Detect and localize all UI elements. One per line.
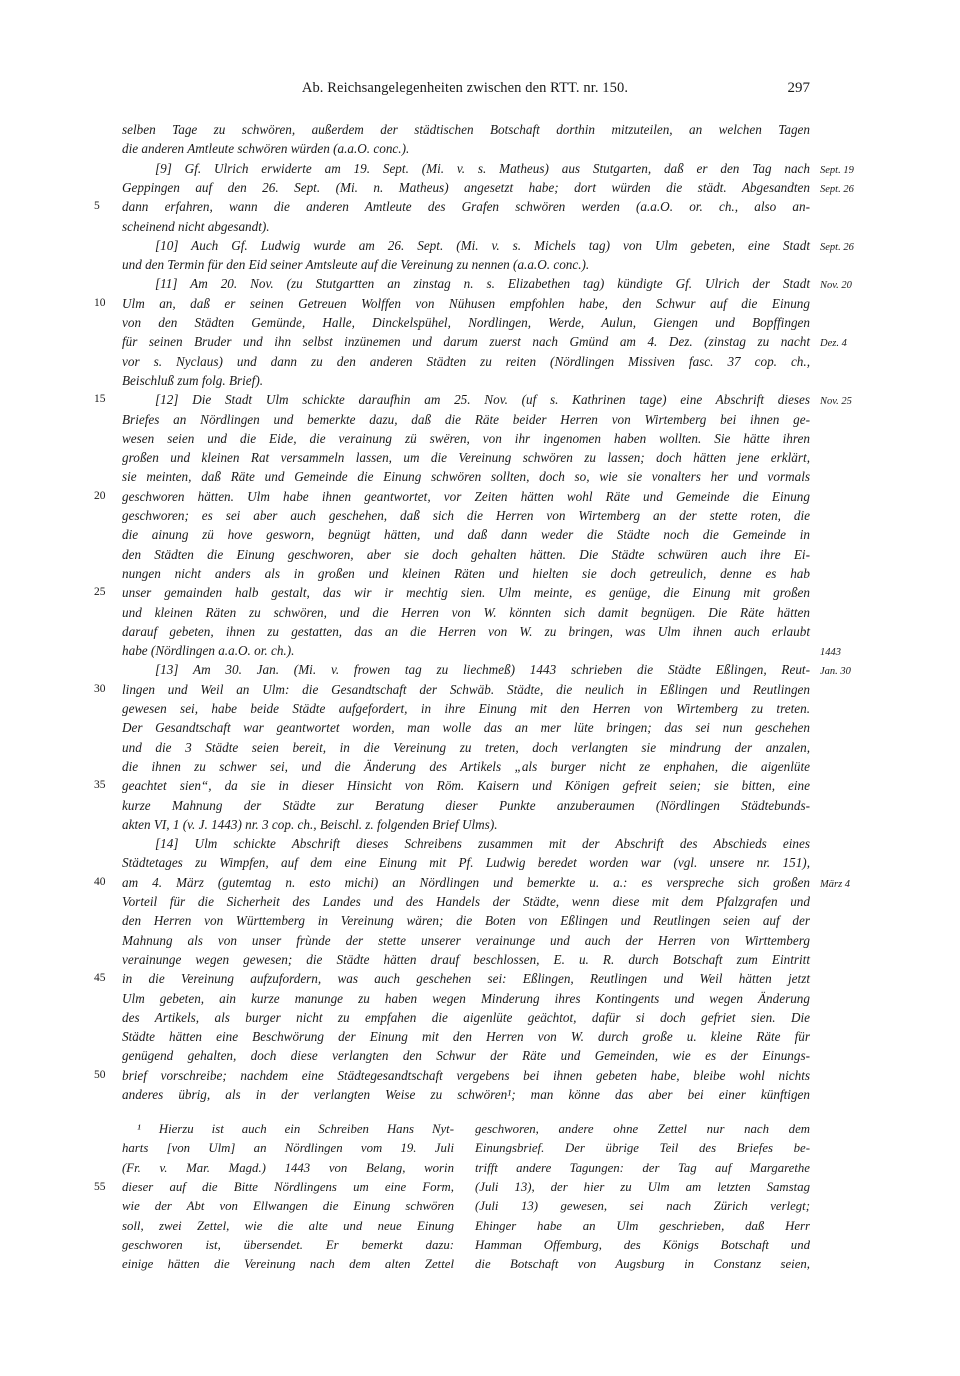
text-line: Ulm an, daß er seinen Getreuen Wolffen von Nühusen empfohlen habe, den Schwur auf die Einung: [122, 295, 810, 311]
line-number: 30: [94, 682, 106, 695]
text-line: Der Gesandtschaft war geantwortet worden, man wolle das an mer lüte bringen; das sei nun geschehen: [122, 720, 810, 736]
text-line: am 4. März (gutemtag n. esto michi) an Nördlingen und bemerkte u. a.: es verspreche sich großen: [122, 874, 810, 890]
footnote-line: geschworen ist, übersendet. Er bemerkt dazu:: [122, 1237, 454, 1252]
text-line: Städte hätten eine Beschwörung der Einung mit den Herren von W. durch große u. kleine Räte für: [122, 1029, 810, 1045]
text-line: Ulm gebeten, ain kurze manunge zu haben wegen Minderung ihres Kontingents und wegen Änderung: [122, 990, 810, 1006]
text-line: habe (Nördlingen a.a.O. or. ch.).: [122, 643, 295, 659]
footnote-line: soll, zwei Zettel, wie die alte und neue Einung: [122, 1218, 454, 1233]
text-line: [11] Am 20. Nov. (zu Stutgartten an zinstag n. s. Elizabethen tag) kündigte Gf. Ulrich der Stadt: [155, 276, 810, 292]
text-line: Mahnung als von unser frùnde der stette unserer verainunge und auch der Herren von Wirttemberg: [122, 932, 810, 948]
text-line: [13] Am 30. Jan. (Mi. v. frowen tag zu liechmeß) 1443 schrieben die Städte Eßlingen, Reut-: [155, 662, 810, 678]
text-line: nungen nicht anders als in großen und kleinen Räten und hielten sie doch getreulich, denne es hab: [122, 565, 810, 581]
text-line: für seinen Bruder und ihn selbst inzünemen und darum zuerst nach Gmünd am 4. Dez. (zinstag zu nacht: [122, 334, 810, 350]
text-line: die anderen Amtleute schwören würden (a.a.O. conc.).: [122, 141, 410, 157]
margin-date: Nov. 20: [820, 280, 852, 292]
text-line: und kleinen Räten zu schwören, und die Herren von W. könnten sich damit begnügen. Die Räte hätten: [122, 604, 810, 620]
footnote-line: ¹ Hierzu ist auch ein Schreiben Hans Nyt-: [137, 1122, 454, 1136]
margin-date: Sept. 19: [820, 164, 854, 176]
margin-date: 1443: [820, 647, 841, 659]
text-line: [10] Auch Gf. Ludwig wurde am 26. Sept. (Mi. v. s. Michels tag) von Ulm gebeten, eine Stadt: [155, 237, 810, 253]
line-number: 55: [94, 1180, 106, 1193]
text-line: die ainung zü hove gesworn, begnügt hätten, und daß dann weder die Städte noch die Gemeinde in: [122, 527, 810, 543]
text-line: Städtetages zu Wimpfen, auf dem eine Einung mit Pf. Ludwig beredet worden war (vgl. unsere nr. 151),: [122, 855, 810, 871]
text-line: gewesen sei, habe beide Städte aufgefordert, in ihre Einung mit den Herren von Wirtemberg zu treten.: [122, 701, 810, 716]
running-header: [120, 80, 810, 100]
margin-date: Sept. 26: [820, 241, 854, 253]
text-line: brief vorschreibe; nachdem eine Städtegesandtschaft vergebens bei ihnen gebeten habe, bleibe wohl nichts: [122, 1067, 810, 1083]
line-number: 25: [94, 586, 106, 599]
text-line: wesen seien und die Eide, die verainung zü swëren, von ihr ingenomen haben wollten. Sie hätte ihren: [122, 430, 810, 446]
text-line: Geppingen auf den 26. Sept. (Mi. n. Matheus) angesetzt habe; dort würden die städt. Abgesandten: [122, 179, 810, 195]
text-line: [9] Gf. Ulrich erwiderte am 19. Sept. (Mi. v. s. Matheus) aus Stutgarten, daß er den Tag nach: [155, 160, 810, 176]
margin-date: Jan. 30: [820, 666, 851, 678]
text-line: den Herren von Württemberg in Vereinung wären; die Boten von Eßlingen und Reutlingen seien auf der: [122, 913, 810, 929]
text-line: großen und kleinen Rat versammeln lassen, um die Vereinung schwören zu lassen; doch hätten jene erklärt,: [122, 450, 810, 466]
text-line: kurze Mahnung der Städte zur Beratung dieser Punkte anzuberaumen (Nördlingen Städtebunds-: [122, 797, 810, 813]
text-line: des Artikels, als burger nicht zu empfahen die aigenlüte geächtot, dafür si doch gefriet sien. Die: [122, 1009, 810, 1025]
footnote-line: die Botschaft von Augsburg in Constanz seien,: [475, 1257, 810, 1272]
line-number: 50: [94, 1068, 106, 1081]
footnote-line: harts [von Ulm] an Nördlingen vom 19. Juli: [122, 1141, 454, 1156]
text-line: und den Termin für den Eid seiner Amtsleute auf die Vereinung zu nennen (a.a.O. conc.).: [122, 257, 590, 273]
text-line: [12] Die Stadt Ulm schickte daraufhin am 25. Nov. (uf s. Kathrinen tage) eine Abschrift dieses: [155, 392, 810, 408]
text-line: lingen und Weil an Ulm: die Gesandtschaft der Schwäb. Städte, die neulich in Eßlingen und Reutlingen: [122, 681, 810, 697]
text-line: darauf gebeten, ihnen zu gestatten, das an die Herren von W. zu bringen, was Ulm ihnen auch erlaubt: [122, 623, 810, 639]
text-line: Vorteil für die Sicherheit des Landes und des Handels der Städte, wenn diese mit dem Pfalzgrafen und: [122, 894, 810, 909]
line-number: 40: [94, 875, 106, 888]
line-number: 15: [94, 393, 106, 406]
line-number: 10: [94, 296, 106, 309]
footnote-line: Einungsbrief. Der übrige Teil des Briefes be-: [475, 1141, 810, 1156]
text-line: geschworen; es sei aber auch geschehen, daß sich die Herren von Wirtemberg an der stette roten, die: [122, 508, 810, 523]
text-line: in die Vereinung aufzufordern, was auch geschehen sei: Eßlingen, Reutlingen und Weil hätten jetzt: [122, 971, 810, 987]
line-number: 20: [94, 489, 106, 502]
text-line: akten VI, 1 (v. J. 1443) nr. 3 cop. ch., Beischl. z. folgenden Brief Ulms).: [122, 816, 498, 832]
text-line: scheinend nicht abgesandt).: [122, 218, 270, 234]
text-line: [14] Ulm schickte Abschrift dieses Schreibens zusammen mit der Abschrift des Abschieds eines: [155, 836, 810, 852]
text-line: anderes übrig, als in der verlangten Weise zu schwören¹; man könne das aber bei einer künftigen: [122, 1087, 810, 1102]
margin-date: Nov. 25: [820, 396, 852, 408]
footnote-line: einige hätten die Vereinung nach dem alten Zettel: [122, 1257, 454, 1272]
footnote-line: wie der Abt von Ellwangen die Einung schwören: [122, 1199, 454, 1214]
text-line: vor s. Nyclaus) und dann zu den anderen Städten zu reiten (Nördlingen Missiven fasc. 37 cop. ch.,: [122, 353, 810, 369]
footnote-line: geschworen, andere ohne Zettel nur nach dem: [475, 1122, 810, 1136]
footnote-line: Hamman Offemburg, des Königs Botschaft und: [475, 1237, 810, 1252]
page-number: 297: [787, 80, 810, 96]
running-title: Ab. Reichsangelegenheiten zwischen den RTT. nr. 150.: [301, 80, 629, 96]
footnote-line: (Juli 13) gewesen, sei nach Zürich verlegt;: [475, 1199, 810, 1214]
margin-date: Sept. 26: [820, 183, 854, 195]
text-line: von den Städten Gemünde, Halle, Dinckelspühel, Nordlingen, Werde, Aulun, Giengen und Bopffingen: [122, 315, 810, 330]
footnote-line: Ehinger habe an Ulm geschrieben, daß Herr: [475, 1218, 810, 1233]
footnote-line: (Juli 13), der hier zu Ulm am letzten Samstag: [475, 1179, 810, 1194]
text-line: Briefes an Nördlingen und bemerkte dazu, daß die Räte beider Herren von Wirtemberg bei ihnen ge-: [122, 411, 810, 427]
text-line: sie meinten, daß Räte und Gemeinde die Einung schwören sollten, doch so, wie sie vonalters her und vormals: [122, 469, 810, 485]
margin-date: März 4: [820, 878, 851, 890]
line-number: 45: [94, 972, 106, 985]
text-line: Beischluß zum folg. Brief).: [122, 372, 264, 388]
text-line: unser gemainden halb gestalt, das wir ir mechtig sien. Ulm meinte, es genüge, die Einung mit großen: [122, 585, 810, 601]
text-line: genügend gehalten, doch diese verlangten den Schwur der Räte und Gemeinden, wie es der Einungs-: [122, 1048, 810, 1064]
text-line: die ihnen zu schwer sei, und die Änderung des Artikels „als burger nicht ze enphahen, die aigenlüte: [122, 758, 810, 774]
text-line: dann erfahren, wann die anderen Amtleute des Grafen schwören werden (a.a.O. or. ch., also an-: [122, 199, 810, 215]
text-line: verainunge wegen gewesen; die Städte hätten drauf beschlossen, E. u. R. durch Botschaft zum Eintritt: [122, 951, 810, 967]
margin-date: Dez. 4: [820, 338, 847, 350]
footnote-line: (Fr. v. Mar. Magd.) 1443 von Belang, worin: [122, 1160, 454, 1175]
line-number: 35: [94, 779, 106, 792]
text-line: den Städten die Einung geschworen, aber sie doch gehalten hätten. Die Städte schwüren auch ihre Ei-: [122, 546, 810, 562]
text-line: geachtet sien“, da sie in dieser Hinsicht von Röm. Kaisern und Königen gefreit seien; sie bitten, eine: [122, 778, 810, 794]
text-line: geschworen hätten. Ulm habe ihnen geantwortet, vor Zeiten hätten wohl Räte und Gemeinde die Einung: [122, 488, 810, 504]
text-line: selben Tage zu schwören, außerdem der städtischen Botschaft dorthin mitzuteilen, an welchen Tagen: [122, 122, 810, 137]
text-line: und die 3 Städte seien bereit, in die Vereinung zu treten, doch verlangten sie mindrung der anzalen,: [122, 739, 810, 755]
footnote-line: dieser auf die Bitte Nördlingens um eine Form,: [122, 1179, 454, 1194]
line-number: 5: [94, 200, 100, 213]
footnote-line: trifft andere Tagungen: der Tag auf Margarethe: [475, 1160, 810, 1175]
